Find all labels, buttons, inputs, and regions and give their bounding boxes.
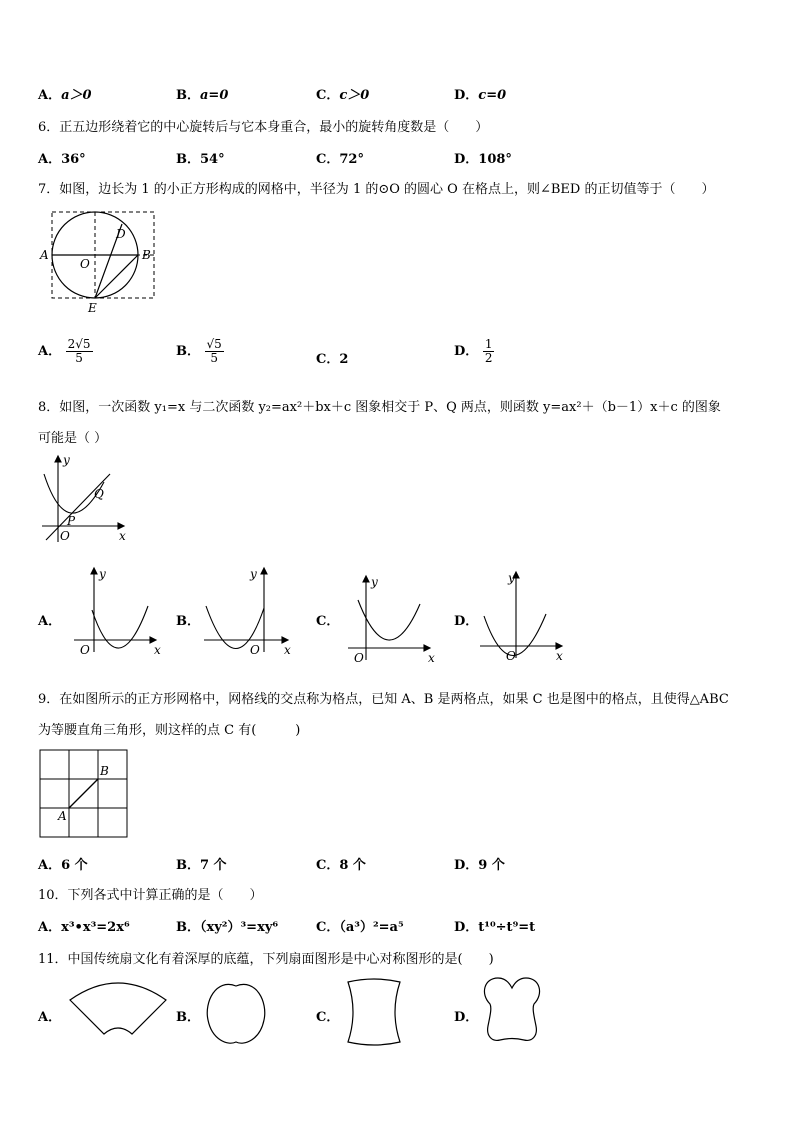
q9-option-c: C．8 个	[316, 858, 366, 873]
q9-option-d: D．9 个	[454, 858, 505, 873]
q8-option-b: B．	[176, 614, 200, 629]
q8-figure	[38, 452, 138, 547]
q8-fig-p: P	[67, 514, 76, 528]
q8-stem-line1: 8．如图，一次函数 y₁=x 与二次函数 y₂=ax²＋bx＋c 图象相交于 P、Q 两点，则函数 y=ax²＋（b－1）x＋c 的图象	[38, 400, 721, 415]
q8-option-a-graph	[68, 566, 168, 658]
q8-option-d: D．	[454, 614, 479, 629]
q7-label-o: O	[80, 257, 90, 271]
svg-text:O: O	[250, 643, 260, 657]
q7-option-a: A． $\frac{2√5}{5}$	[38, 337, 91, 366]
q8-fig-q: Q	[94, 487, 104, 501]
q6-stem: 6．正五边形绕着它的中心旋转后与它本身重合，最小的旋转角度数是（ ）	[38, 120, 489, 135]
q11-option-c: C．	[316, 1010, 340, 1025]
q11-option-a: A．	[38, 1010, 62, 1025]
q11-option-b: B．	[176, 1010, 200, 1025]
q8-fig-y: y	[63, 453, 70, 467]
q9-stem-line2: 为等腰直角三角形，则这样的点 C 有( )	[38, 723, 301, 738]
svg-text:y: y	[99, 567, 106, 581]
q11-stem: 11．中国传统扇文化有着深厚的底蕴，下列扇面图形是中心对称图形的是( )	[38, 952, 494, 967]
q8-option-c-graph	[344, 574, 444, 666]
q8-option-a: A．	[38, 614, 62, 629]
q8-option-d-graph	[476, 570, 576, 662]
q8-option-c: C．	[316, 614, 340, 629]
svg-text:y: y	[250, 567, 257, 581]
q6-option-a: A．36°	[38, 152, 86, 167]
q9-label-b: B	[100, 764, 109, 778]
q11-option-d: D．	[454, 1010, 479, 1025]
q7-option-b: B． $\frac{√5}{5}$	[176, 337, 222, 366]
q7-label-e: E	[88, 301, 97, 315]
q7-stem: 7．如图，边长为 1 的小正方形构成的网格中，半径为 1 的⊙O 的圆心 O 在格点上，则∠BED 的正切值等于（ ）	[38, 182, 715, 197]
q5-option-b: B．a=0	[176, 88, 229, 103]
svg-text:x: x	[154, 643, 161, 657]
svg-text:O: O	[354, 651, 364, 665]
q11-option-b-fan	[204, 980, 268, 1048]
svg-text:x: x	[284, 643, 291, 657]
q7-label-b: B	[142, 248, 151, 262]
q9-figure	[38, 748, 132, 840]
q9-option-b: B．7 个	[176, 858, 227, 873]
q8-fig-o: O	[60, 529, 70, 543]
q9-label-a: A	[58, 809, 67, 823]
svg-text:x: x	[428, 651, 435, 665]
q8-fig-x: x	[119, 529, 126, 543]
q5-option-c: C．c＞0	[316, 88, 370, 103]
q8-stem-line2: 可能是（ ）	[38, 431, 108, 446]
q7-option-c: C．2	[316, 352, 349, 367]
q6-option-d: D．108°	[454, 152, 512, 167]
q10-option-d: D．t¹⁰÷t⁹=t	[454, 920, 536, 935]
q10-option-b: B．（xy²）³=xy⁶	[176, 920, 279, 935]
q10-stem: 10．下列各式中计算正确的是（ ）	[38, 888, 263, 903]
q10-option-a: A．x³•x³=2x⁶	[38, 920, 130, 935]
q7-figure	[38, 208, 158, 318]
svg-text:y: y	[371, 575, 378, 589]
q11-option-c-fan	[342, 978, 406, 1046]
q11-option-a-fan	[68, 978, 168, 1042]
q9-option-a: A．6 个	[38, 858, 88, 873]
svg-text:y: y	[508, 571, 515, 585]
q9-stem-line1: 9．在如图所示的正方形网格中，网格线的交点称为格点，已知 A、B 是两格点，如果 C 也是图中的格点，且使得△ABC	[38, 692, 729, 707]
svg-text:O: O	[80, 643, 90, 657]
svg-text:x: x	[556, 649, 563, 663]
q5-option-d: D．c=0	[454, 88, 507, 103]
q7-label-d: D	[116, 227, 126, 241]
q7-option-d: D． $\frac{1}{2}$	[454, 337, 493, 366]
svg-text:O: O	[506, 649, 516, 663]
q6-option-b: B．54°	[176, 152, 225, 167]
q6-option-c: C．72°	[316, 152, 364, 167]
q5-option-a: A．a＞0	[38, 88, 92, 103]
q7-label-a: A	[40, 248, 49, 262]
q11-option-d-fan	[480, 976, 544, 1046]
q8-option-b-graph	[200, 566, 300, 658]
q10-option-c: C．（a³）²=a⁵	[316, 920, 404, 935]
